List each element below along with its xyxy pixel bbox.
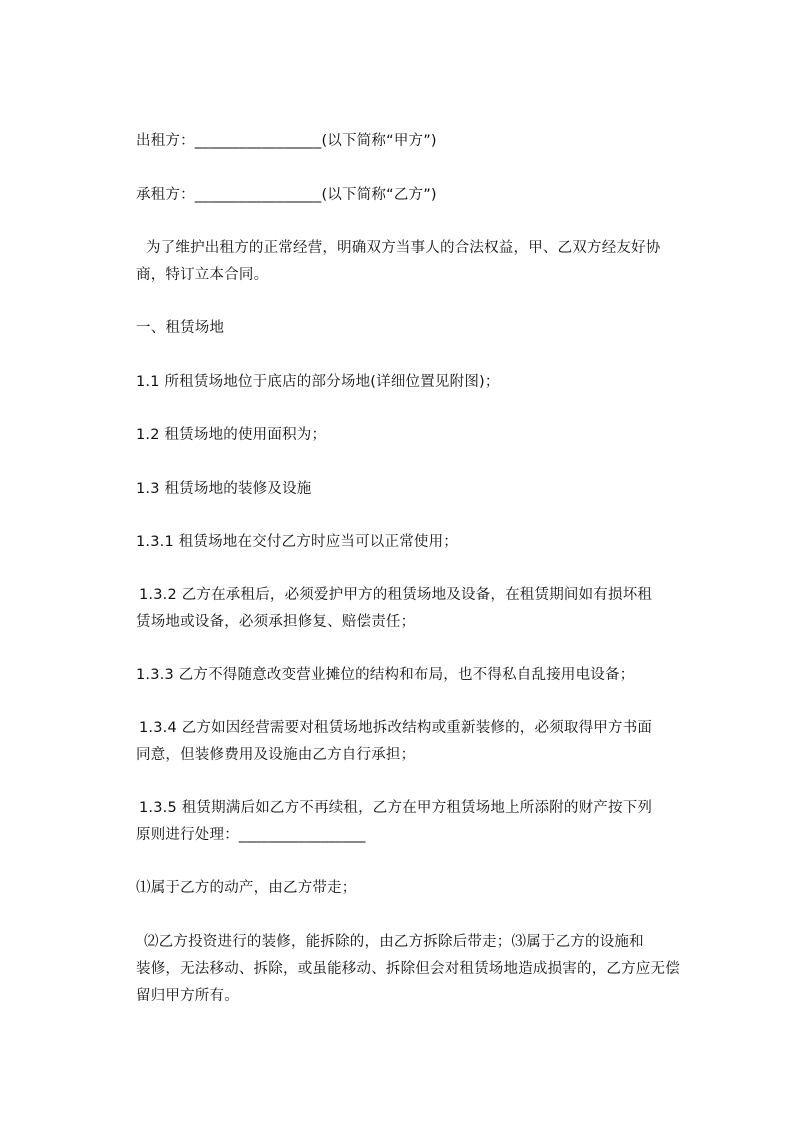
clause-1-3-4-line-2: 同意，但装修费用及设施由乙方自行承担； — [136, 747, 416, 763]
item-2-line-3: 留归甲方所有。 — [136, 988, 239, 1004]
clause-1-3-3: 1.3.3 乙方不得随意改变营业摊位的结构和布局，也不得私自乱接用电设备； — [136, 667, 635, 683]
clause-1-3-5-line-2: 原则进行处理：_________________ — [136, 827, 366, 843]
clause-1-3: 1.3 租赁场地的装修及设施 — [136, 481, 312, 497]
clause-1-1: 1.1 所租赁场地位于底店的部分场地(详细位置见附图)； — [136, 374, 500, 390]
clause-1-3-5-line-1: 1.3.5 租赁期满后如乙方不再续租，乙方在甲方租赁场地上所添附的财产按下列 — [139, 800, 653, 816]
preamble-line-2: 商，特订立本合同。 — [136, 267, 269, 283]
lessor-line: 出租方：_________________(以下简称“甲方”) — [136, 133, 437, 149]
clause-1-3-2-line-2: 赁场地或设备，必须承担修复、赔偿责任； — [136, 614, 416, 630]
clause-1-3-1: 1.3.1 租赁场地在交付乙方时应当可以正常使用； — [136, 534, 459, 550]
item-2-line-1: ⑵乙方投资进行的装修，能拆除的，由乙方拆除后带走；⑶属于乙方的设施和 — [144, 934, 644, 950]
preamble-line-1: 为了维护出租方的正常经营，明确双方当事人的合法权益，甲、乙双方经友好协 — [146, 240, 661, 256]
item-2-line-2: 装修，无法移动、拆除，或虽能移动、拆除但会对租赁场地造成损害的，乙方应无偿 — [136, 961, 680, 977]
clause-1-3-4-line-1: 1.3.4 乙方如因经营需要对租赁场地拆改结构或重新装修的，必须取得甲方书面 — [139, 720, 653, 736]
clause-1-2: 1.2 租赁场地的使用面积为； — [136, 427, 327, 443]
item-1: ⑴属于乙方的动产，由乙方带走； — [136, 880, 357, 896]
section-heading: 一、租赁场地 — [136, 320, 225, 336]
lessee-line: 承租方：_________________(以下简称“乙方”) — [136, 187, 437, 203]
clause-1-3-2-line-1: 1.3.2 乙方在承租后，必须爱护甲方的租赁场地及设备，在租赁期间如有损坏租 — [139, 587, 653, 603]
